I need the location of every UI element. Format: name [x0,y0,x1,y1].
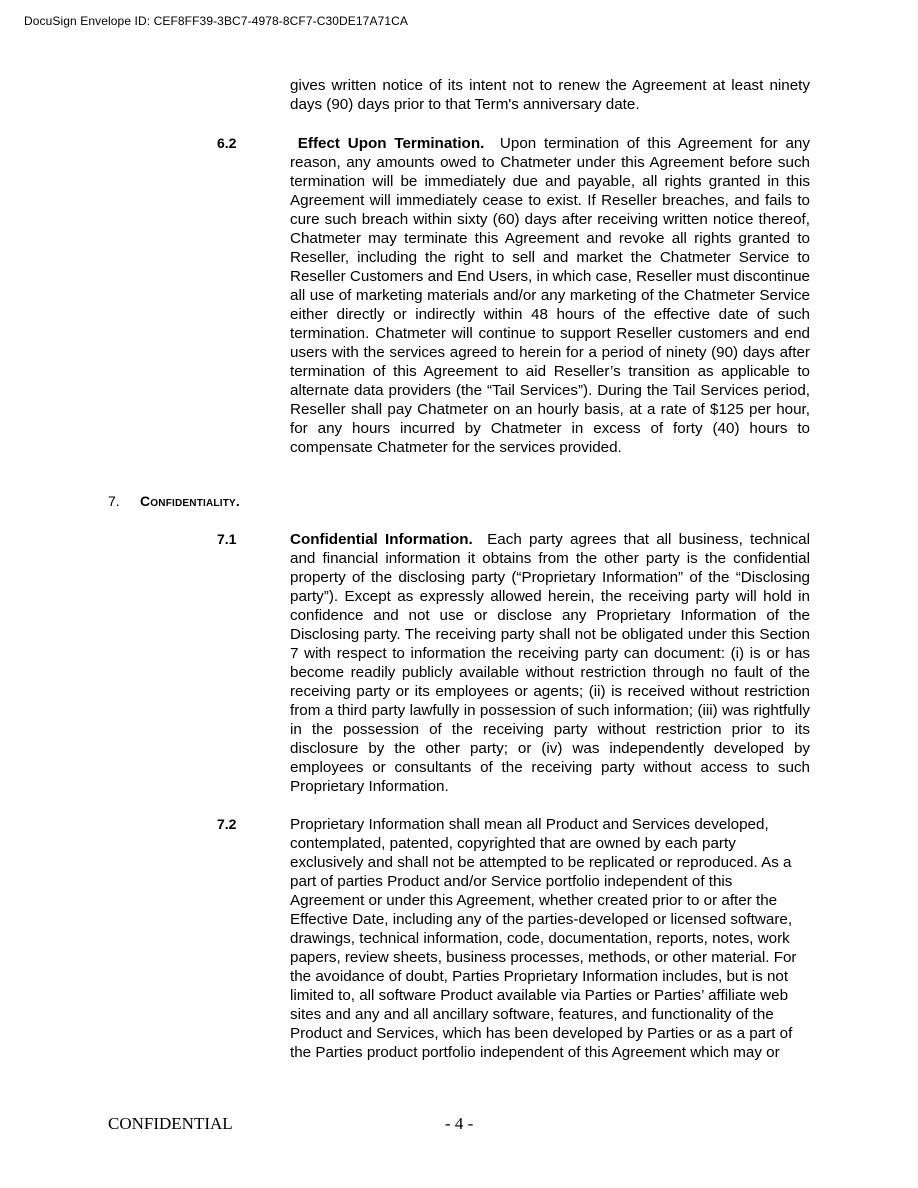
footer-page-number: - 4 - [445,1114,474,1133]
footer-confidential-label: CONFIDENTIAL [108,1114,233,1133]
continuation-text: gives written notice of its intent not to renew the Agreement at least ninety days (90) days prior to that Term's anniversary date. [290,77,810,113]
section-6-2-body: Upon termination of this Agreement for any reason, any amounts owed to Chatmeter under this Agreement before such termination will be immediately due and payable, all rights granted in this Agreement will immediately cease to exist. If Reseller breaches, and fails to cure such breach within sixty (60) days after receiving written notice thereof, Chatmeter may terminate this Agreement and revoke all rights granted to Reseller, including the right to sell and market the Chatmeter Service to Reseller Customers and End Users, in which case, Reseller must discontinue all use of marketing materials and/or any marketing of the Chatmeter Service either directly or indirectly within 48 hours of the effective date of such termination. Chatmeter will continue to support Reseller customers and end users with the services agreed to herein for a period of ninety (90) days after termination of this Agreement to aid Reseller’s transition as applicable to alternate data providers (the “Tail Services”). During the Tail Services period, Reseller shall pay Chatmeter on an hourly basis, at a rate of $125 per hour, for any hours incurred by Chatmeter in excess of forty (40) hours to compensate Chatmeter for the services provided. [290,135,810,456]
section-7-1-body: Each party agrees that all business, technical and financial information it obtains from the other party is the confidential property of the disclosing party (“Proprietary Information” of the “Disclosing party”). Except as expressly allowed herein, the receiving party will hold in confidence and not use or disclose any Proprietary Information of the Disclosing party. The receiving party shall not be obligated under this Section 7 with respect to information the receiving party can document: (i) is or has become readily publicly available without restriction through no fault of the receiving party or its employees or agents; (ii) is received without restriction from a third party lawfully in possession of such information; (iii) was rightfully in the possession of the receiving party without restriction prior to its disclosure by the other party; or (iv) was independently developed by employees or consultants of the receiving party without access to such Proprietary Information. [290,531,810,795]
section-6-2-number: 6.2 [217,135,237,151]
section-7-1-number: 7.1 [217,531,237,547]
section-7-1-paragraph [290,530,810,796]
section-6-2-heading: Effect Upon Termination. [297,135,485,152]
section-7-2-paragraph [290,815,810,1062]
section-7-2-body: Proprietary Information shall mean all Product and Services developed, contemplated, patented, copyrighted that are owned by each party exclusively and shall not be attempted to be replicated or reproduced. As a part of parties Product and/or Service portfolio independent of this Agreement or under this Agreement, whether created prior to or after the Effective Date, including any of the parties-developed or licensed software, drawings, technical information, code, documentation, reports, notes, work papers, review sheets, business processes, methods, or other material. For the avoidance of doubt, Parties Proprietary Information includes, but is not limited to, all software Product available via Parties or Parties’ affiliate web sites and any and all ancillary software, features, and functionality of the Product and Services, which has been developed by Parties or as a part of the Parties product portfolio independent of this Agreement which may or [290,816,797,1061]
section-7-heading [108,492,240,511]
continuation-paragraph [290,76,810,114]
section-7-1-heading: Confidential Information. [290,531,473,548]
docusign-envelope-id: DocuSign Envelope ID: CEF8FF39-3BC7-4978-8CF7-C30DE17A71CA [24,14,408,28]
section-6-2-paragraph [290,134,810,457]
section-7-title: Confidentiality. [140,493,240,509]
section-7-number: 7. [108,493,120,509]
section-7-2-number: 7.2 [217,816,237,832]
